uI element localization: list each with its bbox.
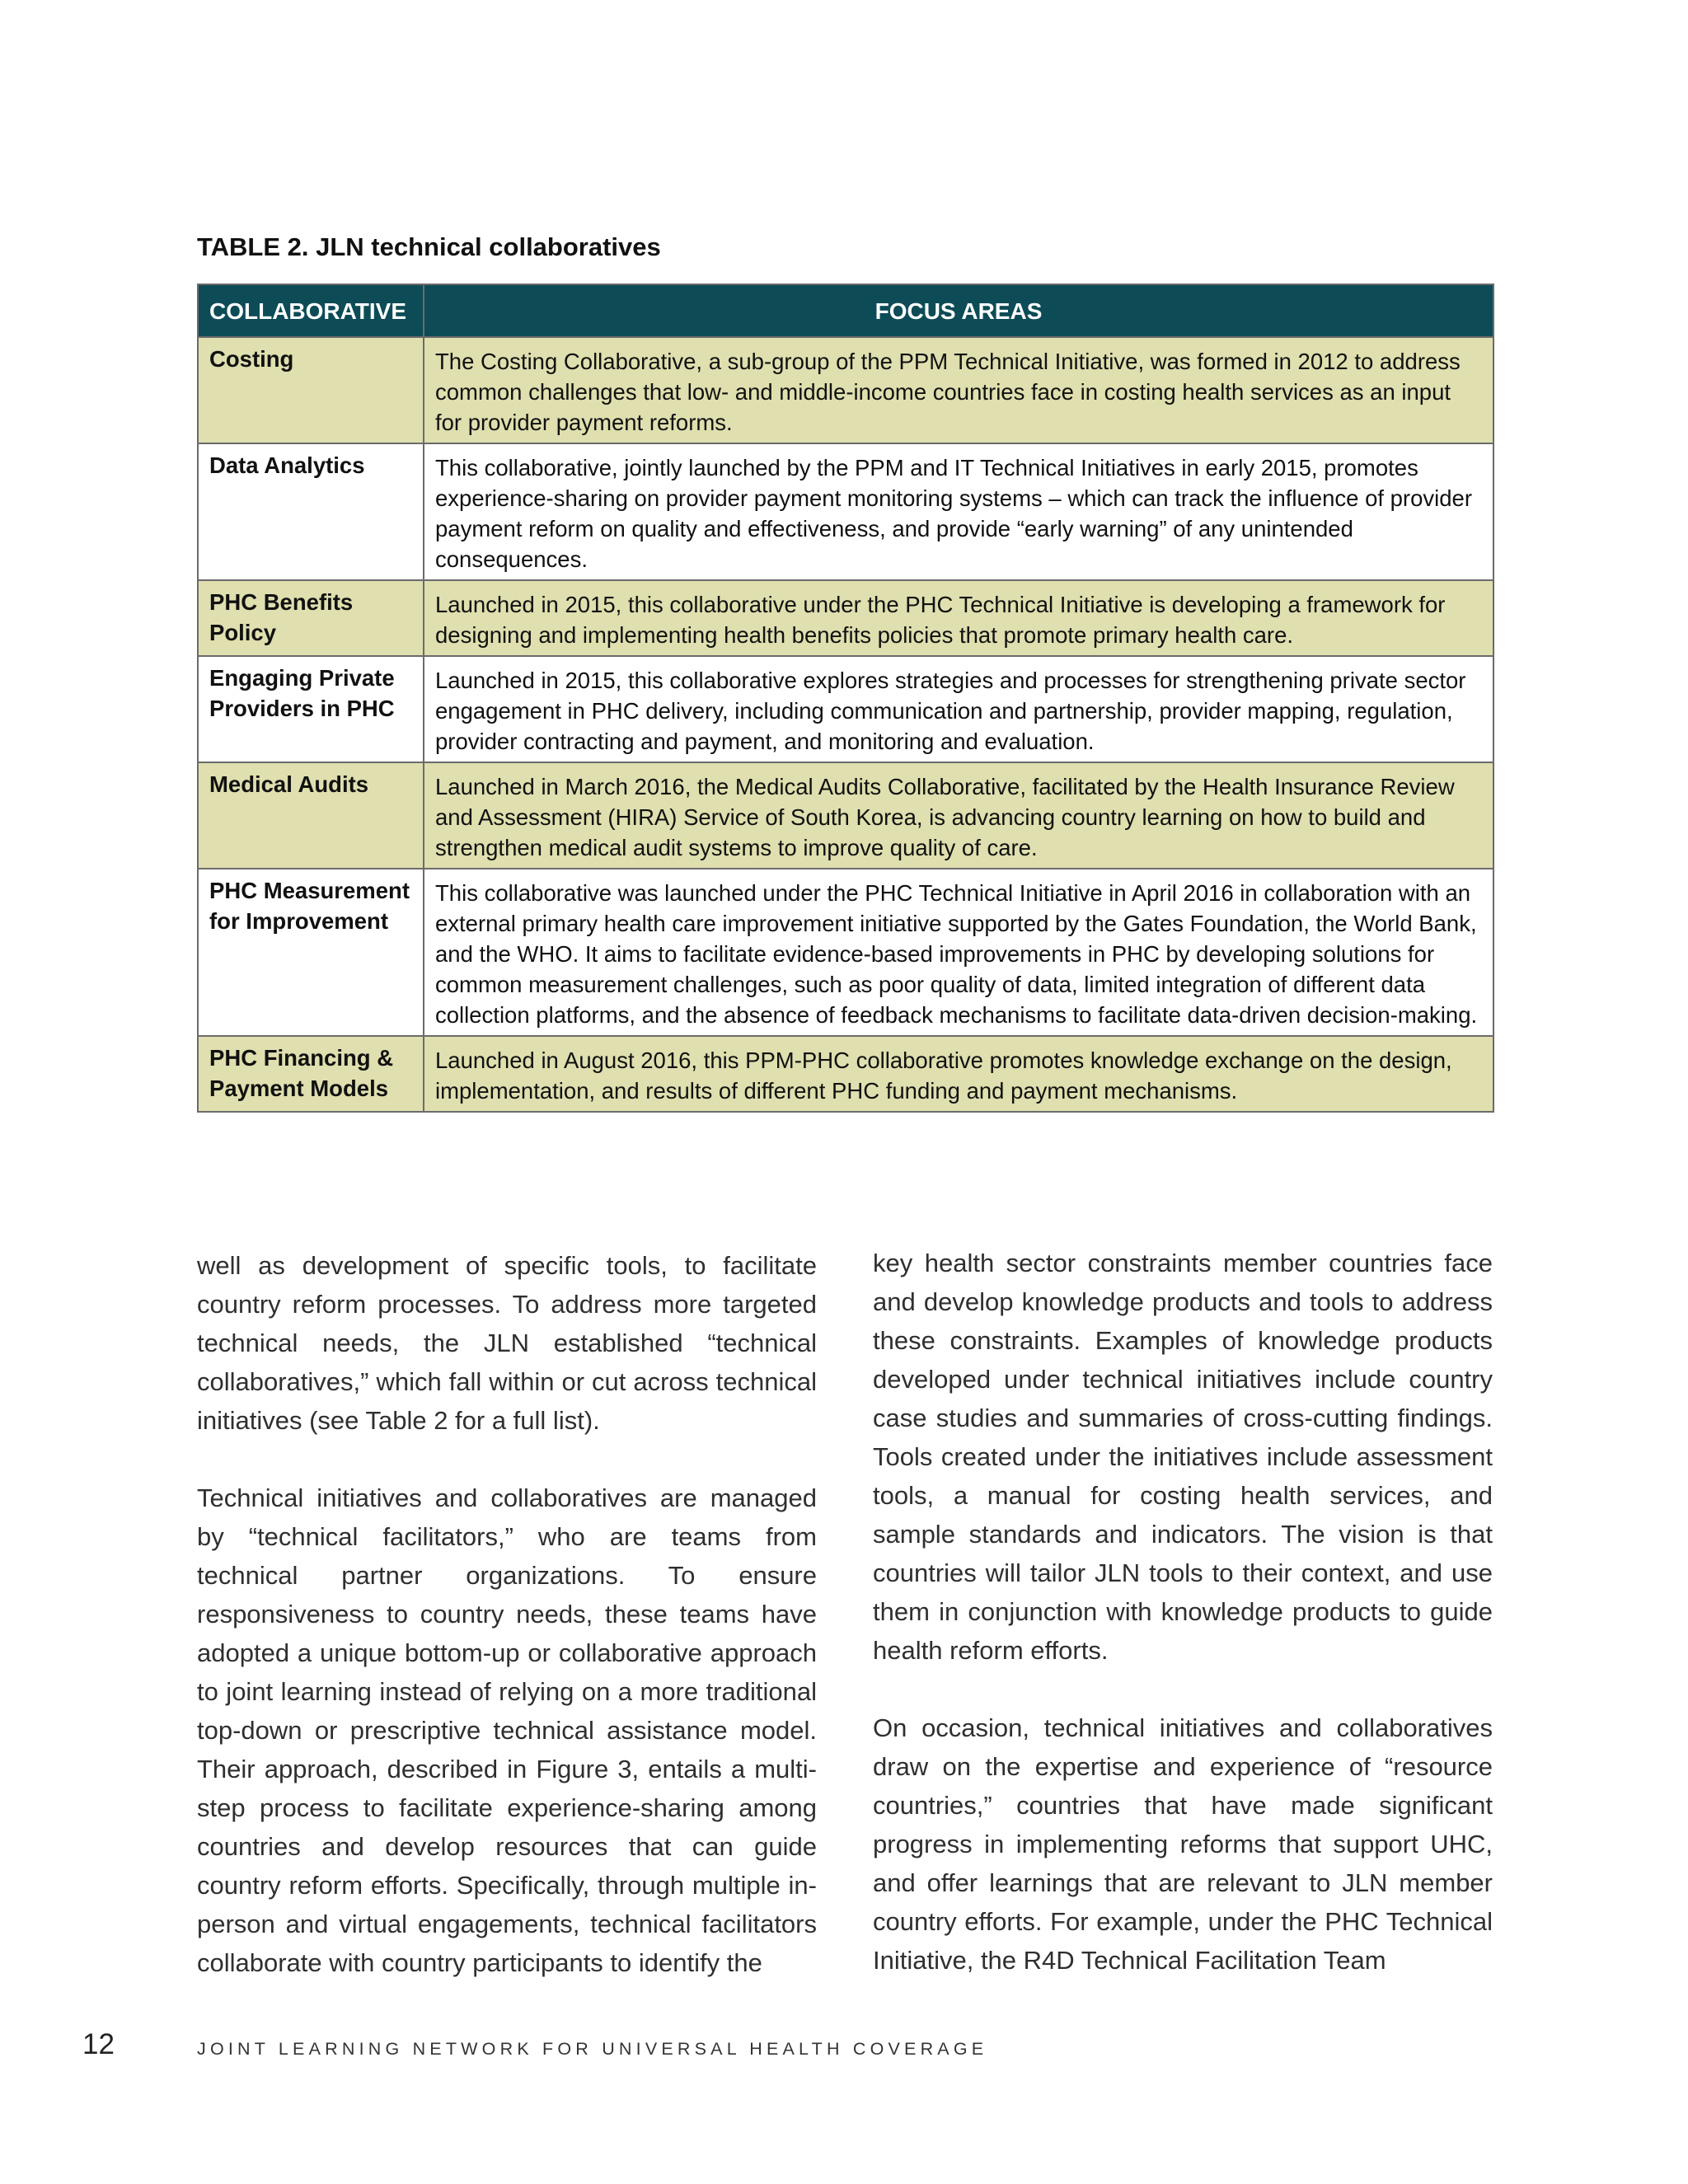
header-collaborative: COLLABORATIVE xyxy=(198,284,424,337)
table-row xyxy=(198,656,1493,762)
body-paragraph: Technical initiatives and collaboratives are managed by “technical facilitators,” who are teams from technical partner organizations. To ensure responsiveness to country needs, these teams have adopted a unique bottom-up or collaborative approach to joint learning instead of relying on a more traditional top-down or prescriptive technical assistance model. Their approach, described in Figure 3, entails a multi-step process to facilitate experience-sharing among countries and develop resources that can guide country reform efforts. Specifically, through multiple in-person and virtual engagements, technical facilitators collaborate with country participants to identify the xyxy=(197,1483,817,1977)
table-row xyxy=(198,580,1493,656)
table-row xyxy=(198,443,1493,580)
header-focus-areas: FOCUS AREAS xyxy=(424,284,1493,337)
body-paragraph: key health sector constraints member countries face and develop knowledge products and tools to address these constraints. Examples of knowledge products developed under technical initiatives include country case studies and summaries of cross-cutting findings. Tools created under the initiatives include assessment tools, a manual for costing health services, and sample standards and indicators. The vision is that countries will tailor JLN tools to their context, and use them in conjunction with knowledge products to guide health reform efforts. xyxy=(873,1249,1493,1665)
collaboratives-table xyxy=(197,284,1494,1113)
page-number: 12 xyxy=(82,2028,115,2060)
table-row xyxy=(198,337,1493,443)
focus-area-text: The Costing Collaborative, a sub-group of the PPM Technical Initiative, was formed in 2012 to address common challenges that low- and middle-income countries face in costing health services as an input for provider payment reforms. xyxy=(424,337,1493,443)
focus-area-text: Launched in August 2016, this PPM-PHC collaborative promotes knowledge exchange on the design, implementation, and results of different PHC funding and payment mechanisms. xyxy=(424,1036,1493,1112)
focus-area-text: Launched in March 2016, the Medical Audits Collaborative, facilitated by the Health Insurance Review and Assessment (HIRA) Service of South Korea, is advancing country learning on how to build and strengthen medical audit systems to improve quality of care. xyxy=(424,762,1493,869)
footer-title: JOINT LEARNING NETWORK FOR UNIVERSAL HEALTH COVERAGE xyxy=(197,2039,988,2059)
body-paragraph: On occasion, technical initiatives and collaboratives draw on the expertise and experience of “resource countries,” countries that have made significant progress in implementing reforms that support UHC, and offer learnings that are relevant to JLN member country efforts. For example, under the PHC Technical Initiative, the R4D Technical Facilitation Team xyxy=(873,1713,1493,1975)
collaborative-name: Medical Audits xyxy=(198,762,424,869)
body-column-left xyxy=(197,1246,817,2021)
focus-area-text: This collaborative was launched under the PHC Technical Initiative in April 2016 in collaboration with an external primary health care improvement initiative supported by the Gates Foundation, the World Bank, and the WHO. It aims to facilitate evidence-based improvements in PHC by developing solutions for common measurement challenges, such as poor quality of data, limited integration of different data collection platforms, and the absence of feedback mechanisms to facilitate data-driven decision-making. xyxy=(424,869,1493,1036)
body-paragraph: well as development of specific tools, to facilitate country reform processes. To address more targeted technical needs, the JLN established “technical collaboratives,” which fall within or cut across technical initiatives (see Table 2 for a full list). xyxy=(197,1251,817,1435)
body-column-right xyxy=(873,1244,1493,2018)
table-row xyxy=(198,1036,1493,1112)
focus-area-text: Launched in 2015, this collaborative under the PHC Technical Initiative is developing a framework for designing and implementing health benefits policies that promote primary health care. xyxy=(424,580,1493,656)
table-header-row xyxy=(198,284,1493,337)
focus-area-text: This collaborative, jointly launched by the PPM and IT Technical Initiatives in early 2015, promotes experience-sharing on provider payment monitoring systems – which can track the influence of provider payment reform on quality and effectiveness, and provide “early warning” of any unintended consequences. xyxy=(424,443,1493,580)
table-row xyxy=(198,869,1493,1036)
collaborative-name: PHC Benefits Policy xyxy=(198,580,424,656)
collaborative-name: PHC Financing & Payment Models xyxy=(198,1036,424,1112)
collaborative-name: Data Analytics xyxy=(198,443,424,580)
focus-area-text: Launched in 2015, this collaborative explores strategies and processes for strengthening private sector engagement in PHC delivery, including communication and partnership, provider mapping, regulation, provider contracting and payment, and monitoring and evaluation. xyxy=(424,656,1493,762)
collaborative-name: PHC Measurement for Improvement xyxy=(198,869,424,1036)
table-caption: TABLE 2. JLN technical collaboratives xyxy=(197,232,661,261)
collaborative-name: Costing xyxy=(198,337,424,443)
collaborative-name: Engaging Private Providers in PHC xyxy=(198,656,424,762)
table-row xyxy=(198,762,1493,869)
